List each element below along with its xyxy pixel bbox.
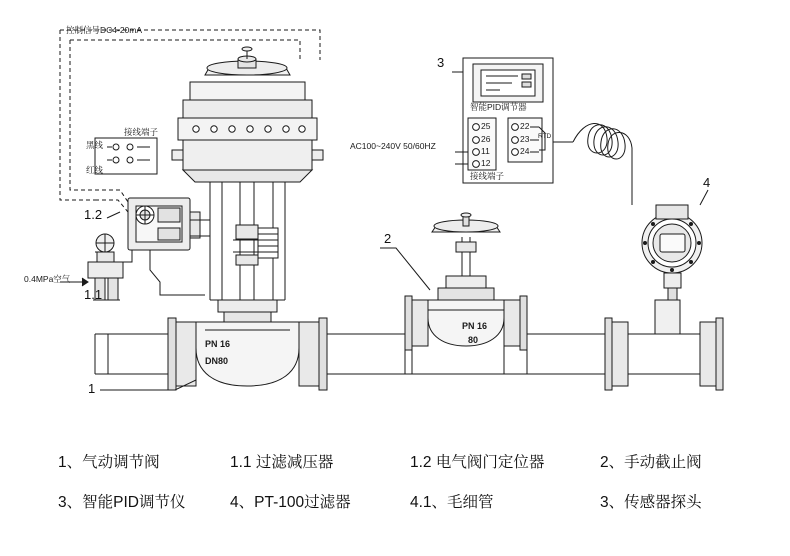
legend-item-2: 2、手动截止阀 — [600, 454, 702, 471]
globe-valve-pn-label: PN 16 — [462, 321, 488, 331]
legend-item-1-1: 1.1 过滤减压器 — [230, 454, 334, 471]
control-signal-label: 控制信号DC4-20mA — [66, 25, 143, 35]
legend-item-3-pid: 3、智能PID调节仪 — [58, 494, 186, 511]
terminal-number-22: 22 — [520, 121, 530, 131]
terminal-right-label: 接线端子 — [470, 171, 505, 181]
pipe-middle — [327, 334, 400, 374]
legend-item-4-1: 4.1、毛细管 — [410, 494, 494, 511]
callout-1-1: 1.1 — [84, 287, 103, 302]
globe-valve-dn-label: 80 — [468, 335, 479, 345]
control-valve-body — [168, 300, 327, 390]
legend-row-2 — [0, 490, 790, 512]
callout-3: 3 — [437, 55, 445, 70]
callout-1: 1 — [88, 381, 96, 396]
legend-item-4: 4、PT-100过滤器 — [230, 494, 351, 511]
manual-globe-valve — [400, 213, 600, 374]
terminal-number-11: 11 — [481, 146, 490, 156]
valve-dn-label: DN80 — [205, 356, 229, 366]
terminal-number-24: 24 — [520, 146, 530, 156]
rtd-label: RTD — [538, 133, 552, 140]
red-wire-label: 红线 — [86, 165, 104, 175]
callout-2: 2 — [384, 231, 392, 246]
terminal-box-left — [95, 138, 157, 174]
callout-4: 4 — [703, 175, 711, 190]
black-wire-label: 黑线 — [86, 140, 104, 150]
pipe-left — [95, 334, 168, 374]
callout-1-2: 1.2 — [84, 207, 103, 222]
terminal-left-label: 接线端子 — [124, 127, 159, 137]
air-supply-label: 0.4MPa空气 — [24, 274, 71, 284]
terminal-number-23: 23 — [520, 134, 530, 144]
legend — [0, 438, 790, 556]
pipe-right — [600, 300, 723, 390]
valve-pn-label: PN 16 — [205, 339, 231, 349]
legend-item-1-2: 1.2 电气阀门定位器 — [410, 454, 545, 471]
pneumatic-actuator — [172, 47, 323, 300]
electro-pneumatic-positioner — [118, 198, 210, 295]
terminal-number-25: 25 — [481, 121, 491, 131]
terminal-number-26: 26 — [481, 134, 491, 144]
legend-row-1 — [0, 450, 790, 472]
legend-item-3-sensor: 3、传感器探头 — [600, 494, 702, 511]
power-supply-label: AC100~240V 50/60HZ — [350, 141, 436, 151]
pid-controller-label: 智能PID调节器 — [470, 102, 527, 112]
capillary-coil — [553, 123, 632, 205]
legend-item-1: 1、气动调节阀 — [58, 454, 160, 471]
terminal-number-12: 12 — [481, 158, 491, 168]
temperature-transmitter — [642, 205, 702, 300]
pid-controller-panel — [455, 58, 553, 183]
